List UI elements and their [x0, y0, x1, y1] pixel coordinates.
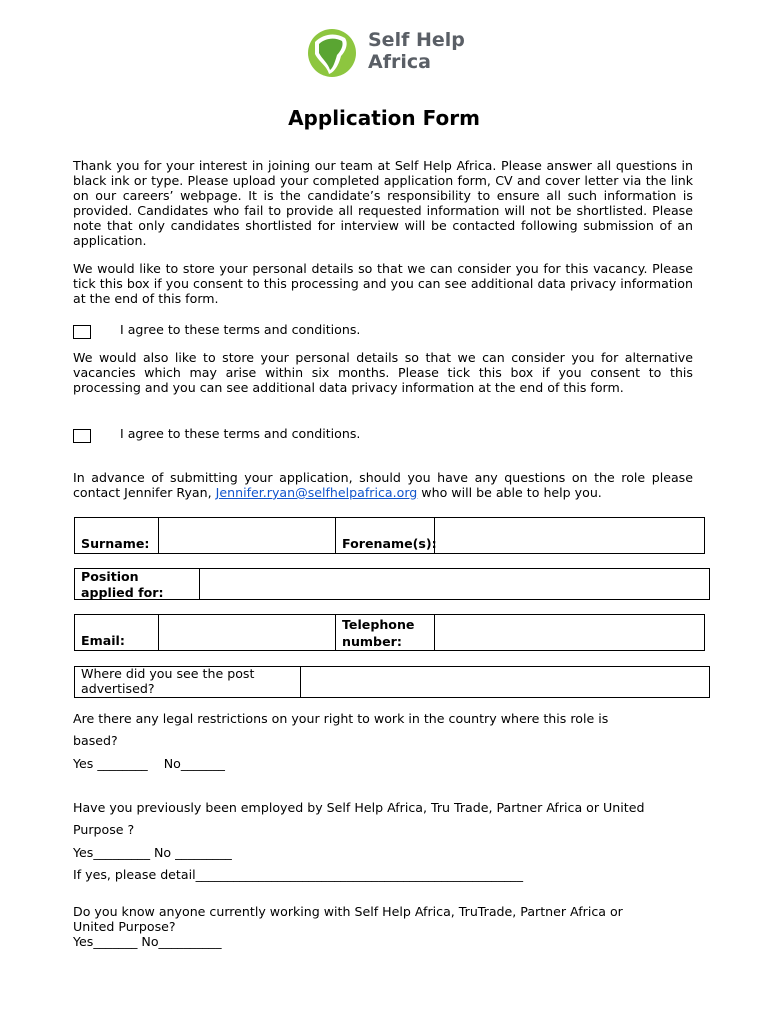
agree-label-1: I agree to these terms and conditions. [120, 322, 361, 337]
position-row [74, 568, 710, 600]
surname-label: Surname: [81, 536, 150, 551]
advertised-label-line-2: advertised? [81, 681, 155, 696]
logo-line-2: Africa [368, 51, 431, 73]
consent-paragraph-1: We would like to store your personal details so that we can consider you for this vacancy. Please tick this box if you consent to this processing and you can see additional data privacy information at the end of this form. [73, 261, 693, 306]
advertised-label-cell [75, 667, 301, 697]
position-label-cell [75, 569, 200, 599]
position-label-line-2: applied for: [81, 585, 164, 600]
position-label [81, 569, 163, 601]
contact-text-end: who will be able to help you. [417, 484, 602, 500]
logo-text [368, 29, 465, 73]
question-3-line-2: United Purpose? [73, 919, 176, 934]
telephone-label-line-2: number: [342, 634, 402, 649]
advertised-label [81, 666, 254, 696]
question-1-line-1: Are there any legal restrictions on your right to work in the country where this role is [73, 711, 609, 726]
contact-paragraph [73, 471, 693, 501]
question-3-line-1: Do you know anyone currently working with Self Help Africa, TruTrade, Partner Africa or [73, 904, 623, 919]
email-input[interactable] [159, 615, 336, 650]
position-input[interactable] [200, 569, 709, 599]
email-label-cell [75, 615, 159, 650]
forenames-input[interactable] [435, 518, 704, 553]
position-label-line-1: Position [81, 569, 139, 584]
name-row [74, 517, 705, 554]
telephone-label-cell [336, 615, 435, 650]
question-1-answer[interactable]: Yes ________ No_______ [73, 756, 225, 771]
advertised-input[interactable] [301, 667, 709, 697]
question-2-answer[interactable]: Yes_________ No _________ [73, 845, 232, 860]
surname-input[interactable] [159, 518, 336, 553]
consent-paragraph-2: We would also like to store your personal details so that we can consider you for alternative vacancies which may arise within six months. Please tick this box if you consent to this processing and you can see additional data privacy information at the end of this form. [73, 350, 693, 395]
logo [305, 26, 475, 80]
contact-row [74, 614, 705, 651]
logo-line-1: Self Help [368, 29, 465, 51]
question-2-detail[interactable]: If yes, please detail____________________________________________________ [73, 867, 524, 882]
question-1-line-2: based? [73, 733, 118, 748]
telephone-label [342, 616, 414, 650]
intro-paragraph: Thank you for your interest in joining our team at Self Help Africa. Please answer all questions in black ink or type. Please upload your completed application form, CV and cover letter via the link on our careers’ webpage. It is the candidate’s responsibility to ensure all such information is provided. Candidates who fail to provide all requested information will not be shortlisted. Please note that only candidates shortlisted for interview will be contacted following submission of an application. [73, 158, 693, 248]
advertised-label-line-1: Where did you see the post [81, 666, 255, 681]
consent-checkbox-2[interactable] [73, 429, 91, 443]
question-2-line-1: Have you previously been employed by Self Help Africa, Tru Trade, Partner Africa or United [73, 800, 645, 815]
contact-text: In advance of submitting your application, should you have any questions on the role please contact Jennifer Ryan, [73, 470, 693, 500]
agree-label-2: I agree to these terms and conditions. [120, 426, 361, 441]
advertised-row [74, 666, 710, 698]
question-2-line-2: Purpose ? [73, 822, 135, 837]
consent-checkbox-1[interactable] [73, 325, 91, 339]
telephone-input[interactable] [435, 615, 704, 650]
logo-globe-icon [305, 26, 363, 80]
forenames-label-cell [336, 518, 435, 553]
surname-label-cell [75, 518, 159, 553]
page-title: Application Form [288, 106, 480, 130]
telephone-label-line-1: Telephone [342, 617, 415, 632]
question-3-answer[interactable]: Yes_______ No__________ [73, 934, 222, 949]
forenames-label: Forename(s): [342, 536, 437, 551]
contact-email-link[interactable]: Jennifer.ryan@selfhelpafrica.org [215, 484, 418, 500]
email-label: Email: [81, 633, 125, 648]
